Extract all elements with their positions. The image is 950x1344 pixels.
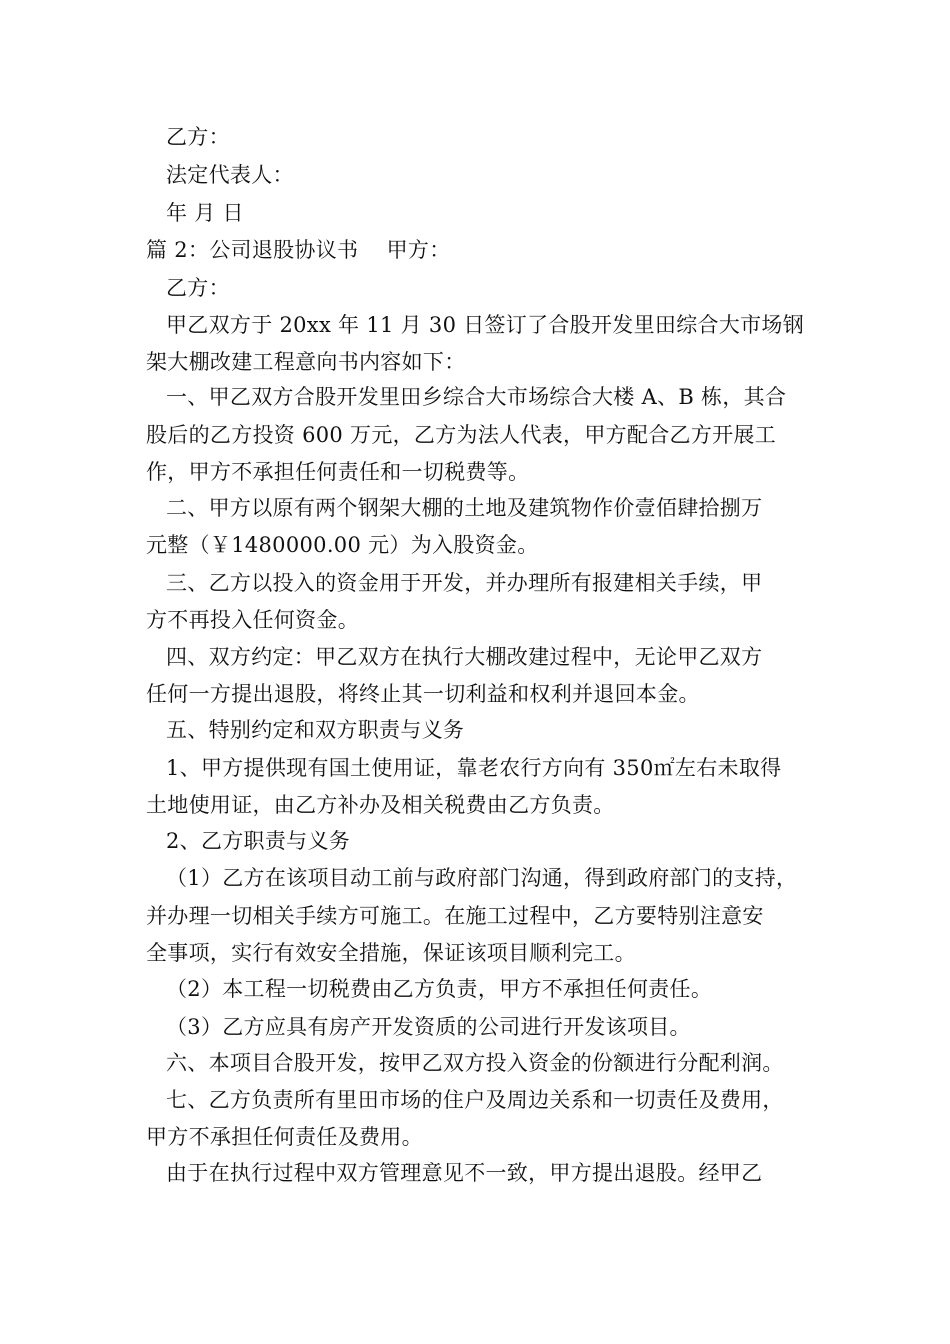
text-line-section-heading: 篇 2：公司退股协议书 甲方： [146, 238, 451, 262]
text-line-clause-2: 元整（￥1480000.00 元）为入股资金。 [146, 533, 539, 557]
text-line-clause-1: 作，甲方不承担任何责任和一切税费等。 [146, 460, 530, 484]
text-line-paragraph: 甲乙双方于 20xx 年 11 月 30 日签订了合股开发里田综合大市场钢 [166, 313, 805, 337]
text-line-clause-5: 五、特别约定和双方职责与义务 [166, 718, 465, 742]
text-line-subitem-1: 全事项，实行有效安全措施，保证该项目顺利完工。 [146, 941, 636, 965]
text-line-subitem-3: （3）乙方应具有房产开发资质的公司进行开发该项目。 [166, 1015, 691, 1039]
text-line-subitem-2: （2）本工程一切税费由乙方负责，甲方不承担任何责任。 [166, 977, 713, 1001]
text-line-clause-4: 四、双方约定：甲乙双方在执行大棚改建过程中，无论甲乙双方 [166, 645, 763, 669]
text-line-paragraph-final: 由于在执行过程中双方管理意见不一致，甲方提出退股。经甲乙 [166, 1161, 763, 1185]
text-line-party-b-2: 乙方： [166, 276, 230, 300]
text-line-legal-rep: 法定代表人： [166, 163, 294, 187]
text-line-clause-1: 一、甲乙双方合股开发里田乡综合大市场综合大楼 A、B 栋，其合 [166, 385, 787, 409]
text-line-paragraph: 架大棚改建工程意向书内容如下： [146, 350, 466, 374]
text-line-clause-3: 方不再投入任何资金。 [146, 608, 359, 632]
text-line-clause-1: 股后的乙方投资 600 万元，乙方为法人代表，甲方配合乙方开展工 [146, 423, 777, 447]
text-line-clause-2: 二、甲方以原有两个钢架大棚的土地及建筑物作价壹佰肆拾捌万 [166, 496, 763, 520]
text-line-party-b: 乙方： [166, 125, 230, 149]
text-line-clause-7: 七、乙方负责所有里田市场的住户及周边关系和一切责任及费用， [166, 1088, 784, 1112]
text-line-clause-6: 六、本项目合股开发，按甲乙双方投入资金的份额进行分配利润。 [166, 1051, 784, 1075]
text-line-clause-7: 甲方不承担任何责任及费用。 [146, 1125, 423, 1149]
text-line-item-1: 1、甲方提供现有国土使用证，靠老农行方向有 350㎡左右未取得 [166, 756, 782, 780]
text-line-subitem-1: 并办理一切相关手续方可施工。在施工过程中，乙方要特别注意安 [146, 904, 764, 928]
text-line-subitem-1: （1）乙方在该项目动工前与政府部门沟通，得到政府部门的支持， [166, 866, 798, 890]
text-line-clause-3: 三、乙方以投入的资金用于开发，并办理所有报建相关手续，甲 [166, 571, 763, 595]
text-line-item-2: 2、乙方职责与义务 [166, 829, 351, 853]
text-line-clause-4: 任何一方提出退股，将终止其一切利益和权利并退回本金。 [146, 682, 700, 706]
text-line-item-1: 土地使用证，由乙方补办及相关税费由乙方负责。 [146, 793, 615, 817]
text-line-date: 年 月 日 [166, 201, 244, 225]
